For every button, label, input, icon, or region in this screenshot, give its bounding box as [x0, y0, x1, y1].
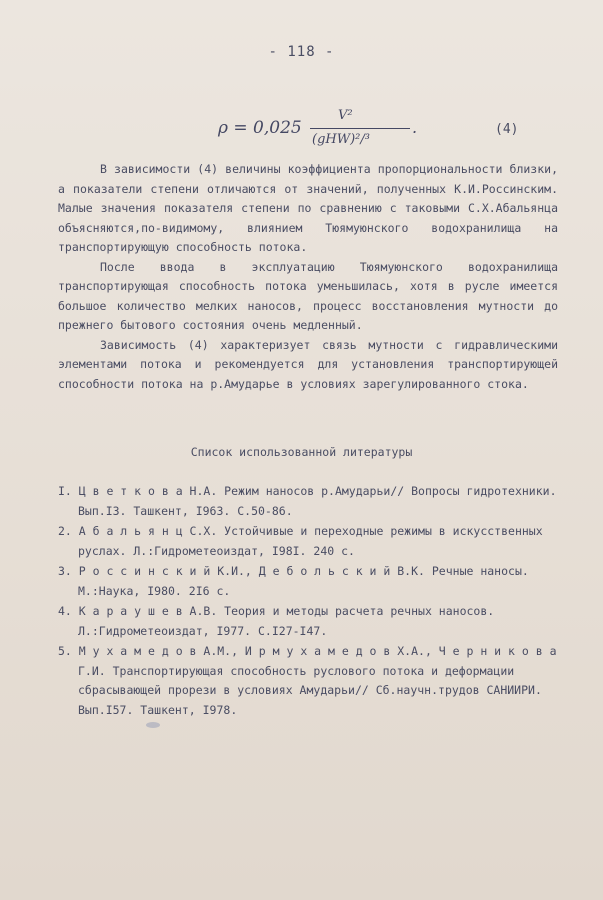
- fraction-bar: [310, 128, 410, 129]
- reference-item: 3. Р о с с и н с к и й К.И., Д е б о л ь с к и й В.К. Речные наносы. М.:Наука, I980. 2I6 с.: [58, 564, 529, 598]
- paragraph: В зависимости (4) величины коэффициента пропорциональности близки, а показатели степени отличаются от значений, полученных К.И.Россинским. Малые значения показателя степени по сравнению с таковыми С.Х.Абальянца объясняются,по-видимому, влиянием Тюямуюнского водохранилища на транспортирующую способность потока.: [58, 162, 558, 254]
- reference-item: 4. К а р а у ш е в А.В. Теория и методы расчета речных наносов. Л.:Гидрометеоиздат, I977. С.I27-I47.: [58, 604, 495, 638]
- equation-period: .: [412, 118, 418, 137]
- paragraph: Зависимость (4) характеризует связь мутности с гидравлическими элементами потока и рекомендуется для установления транспортирующей способности потока на р.Амударье в условиях зарегулированного стока.: [58, 337, 558, 391]
- paragraph: После ввода в эксплуатацию Тюямуюнского водохранилища транспортирующая способность потока уменьшилась, хотя в русле имеется большое количество мелких наносов, процесс восстановления мутности до прежнего бытового состояния очень медленный.: [58, 259, 558, 332]
- equation: [218, 104, 428, 164]
- equation-fraction: [310, 104, 410, 162]
- reference-item: I. Ц в е т к о в а Н.А. Режим наносов р.Амударьи// Вопросы гидротехники. Вып.I3. Ташкент, I963. С.50-86.: [58, 484, 557, 518]
- equation-number: (4): [495, 122, 519, 137]
- references-list: [58, 482, 558, 721]
- equation-lhs: ρ = 0,025: [218, 118, 302, 138]
- reference-item: 5. М у х а м е д о в А.М., И р м у х а м е д о в Х.А., Ч е р н и к о в а Г.И. Транспортирующая способность руслового потока и деформации сбрасывающей прорези в условиях Амударьи// Сб.научн.трудов САНИИРИ. Вып.I57. Ташкент, I978.: [58, 644, 557, 717]
- page-number: - 118 -: [268, 44, 335, 60]
- references-heading: Список использованной литературы: [190, 445, 413, 459]
- reference-item: 2. А б а л ь я н ц С.Х. Устойчивые и переходные режимы в искусственных руслах. Л.:Гидрометеоиздат, I98I. 240 с.: [58, 524, 543, 558]
- equation-numerator: V²: [338, 108, 353, 123]
- equation-row: [0, 104, 603, 164]
- ink-stain: [146, 722, 160, 728]
- equation-denominator: (gHW)²/³: [312, 132, 370, 147]
- body-text: [58, 160, 558, 394]
